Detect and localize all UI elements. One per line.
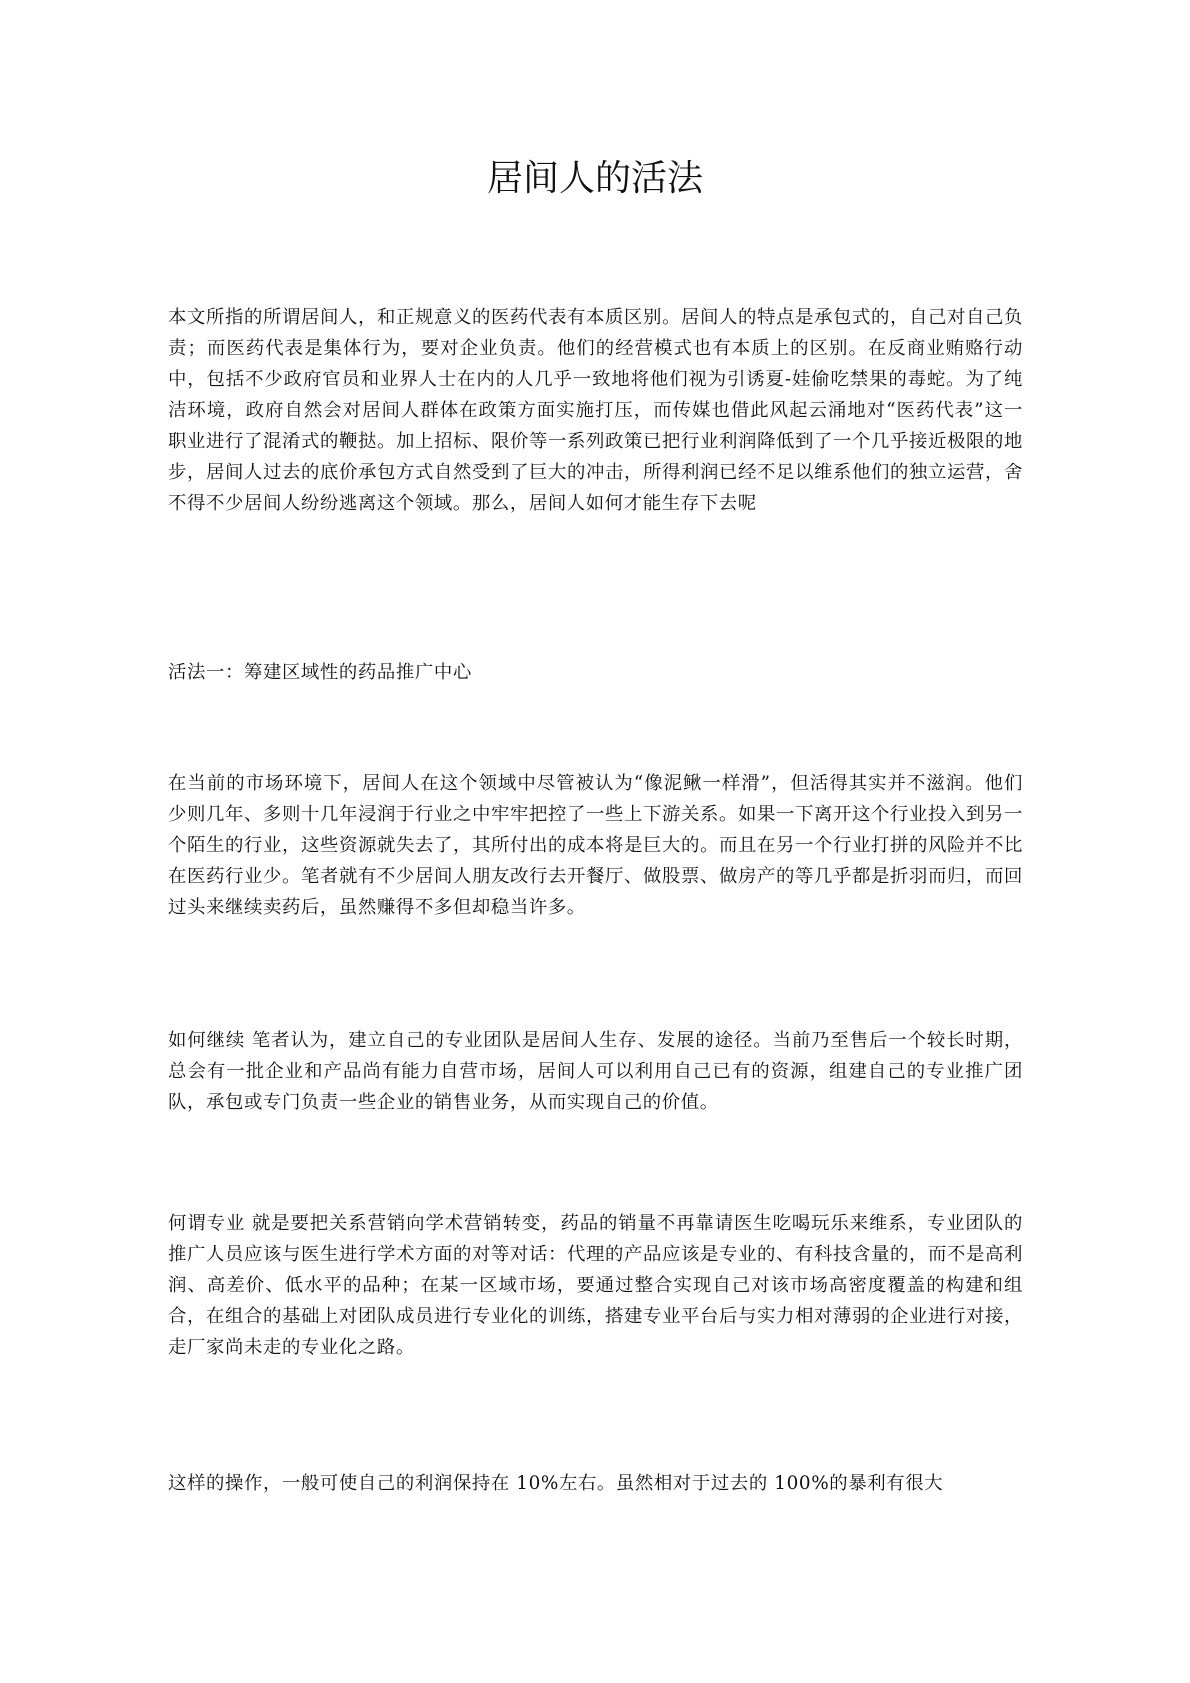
document-title: 居间人的活法 [486, 158, 703, 199]
body-paragraph: 在当前的市场环境下，居间人在这个领域中尽管被认为“像泥鳅一样滑”，但活得其实并不滋润。他们少则几年、多则十几年浸润于行业之中牢牢把控了一些上下游关系。如果一下离开这个行业投入到另一个陌生的行业，这些资源就失去了，其所付出的成本将是巨大的。而且在另一个行业打拼的风险并不比在医药行业少。笔者就有不少居间人朋友改行去开餐厅、做股票、做房产的等几乎都是折羽而归，而回过头来继续卖药后，虽然赚得不多但却稳当许多。 [168, 773, 1023, 918]
intro-paragraph: 本文所指的所谓居间人，和正规意义的医药代表有本质区别。居间人的特点是承包式的，自己对自己负责；而医药代表是集体行为，要对企业负责。他们的经营模式也有本质上的区别。在反商业贿赂行动中，包括不少政府官员和业界人士在内的人几乎一致地将他们视为引诱夏-娃偷吃禁果的毒蛇。为了纯洁环境，政府自然会对居间人群体在政策方面实施打压，而传媒也借此风起云涌地对“医药代表”这一职业进行了混淆式的鞭挞。加上招标、限价等一系列政策已把行业利润降低到了一个几乎接近极限的地步，居间人过去的底价承包方式自然受到了巨大的冲击，所得利润已经不足以维系他们的独立运营，舍不得不少居间人纷纷逃离这个领域。那么，居间人如何才能生存下去呢 [168, 307, 1023, 514]
body-paragraph: 如何继续 笔者认为，建立自己的专业团队是居间人生存、发展的途径。当前乃至售后一个较长时期，总会有一批企业和产品尚有能力自营市场，居间人可以利用自己已有的资源，组建自己的专业推广团队，承包或专门负责一些企业的销售业务，从而实现自己的价值。 [168, 1030, 1023, 1113]
section-heading: 活法一：筹建区域性的药品推广中心 [168, 662, 472, 683]
body-paragraph: 这样的操作，一般可使自己的利润保持在 10%左右。虽然相对于过去的 100%的暴利有很大 [168, 1473, 944, 1494]
body-paragraph: 何谓专业 就是要把关系营销向学术营销转变，药品的销量不再靠请医生吃喝玩乐来维系，专业团队的推广人员应该与医生进行学术方面的对等对话：代理的产品应该是专业的、有科技含量的，而不是高利润、高差价、低水平的品种；在某一区域市场，要通过整合实现自己对该市场高密度覆盖的构建和组合，在组合的基础上对团队成员进行专业化的训练，搭建专业平台后与实力相对薄弱的企业进行对接，走厂家尚未走的专业化之路。 [168, 1213, 1023, 1358]
